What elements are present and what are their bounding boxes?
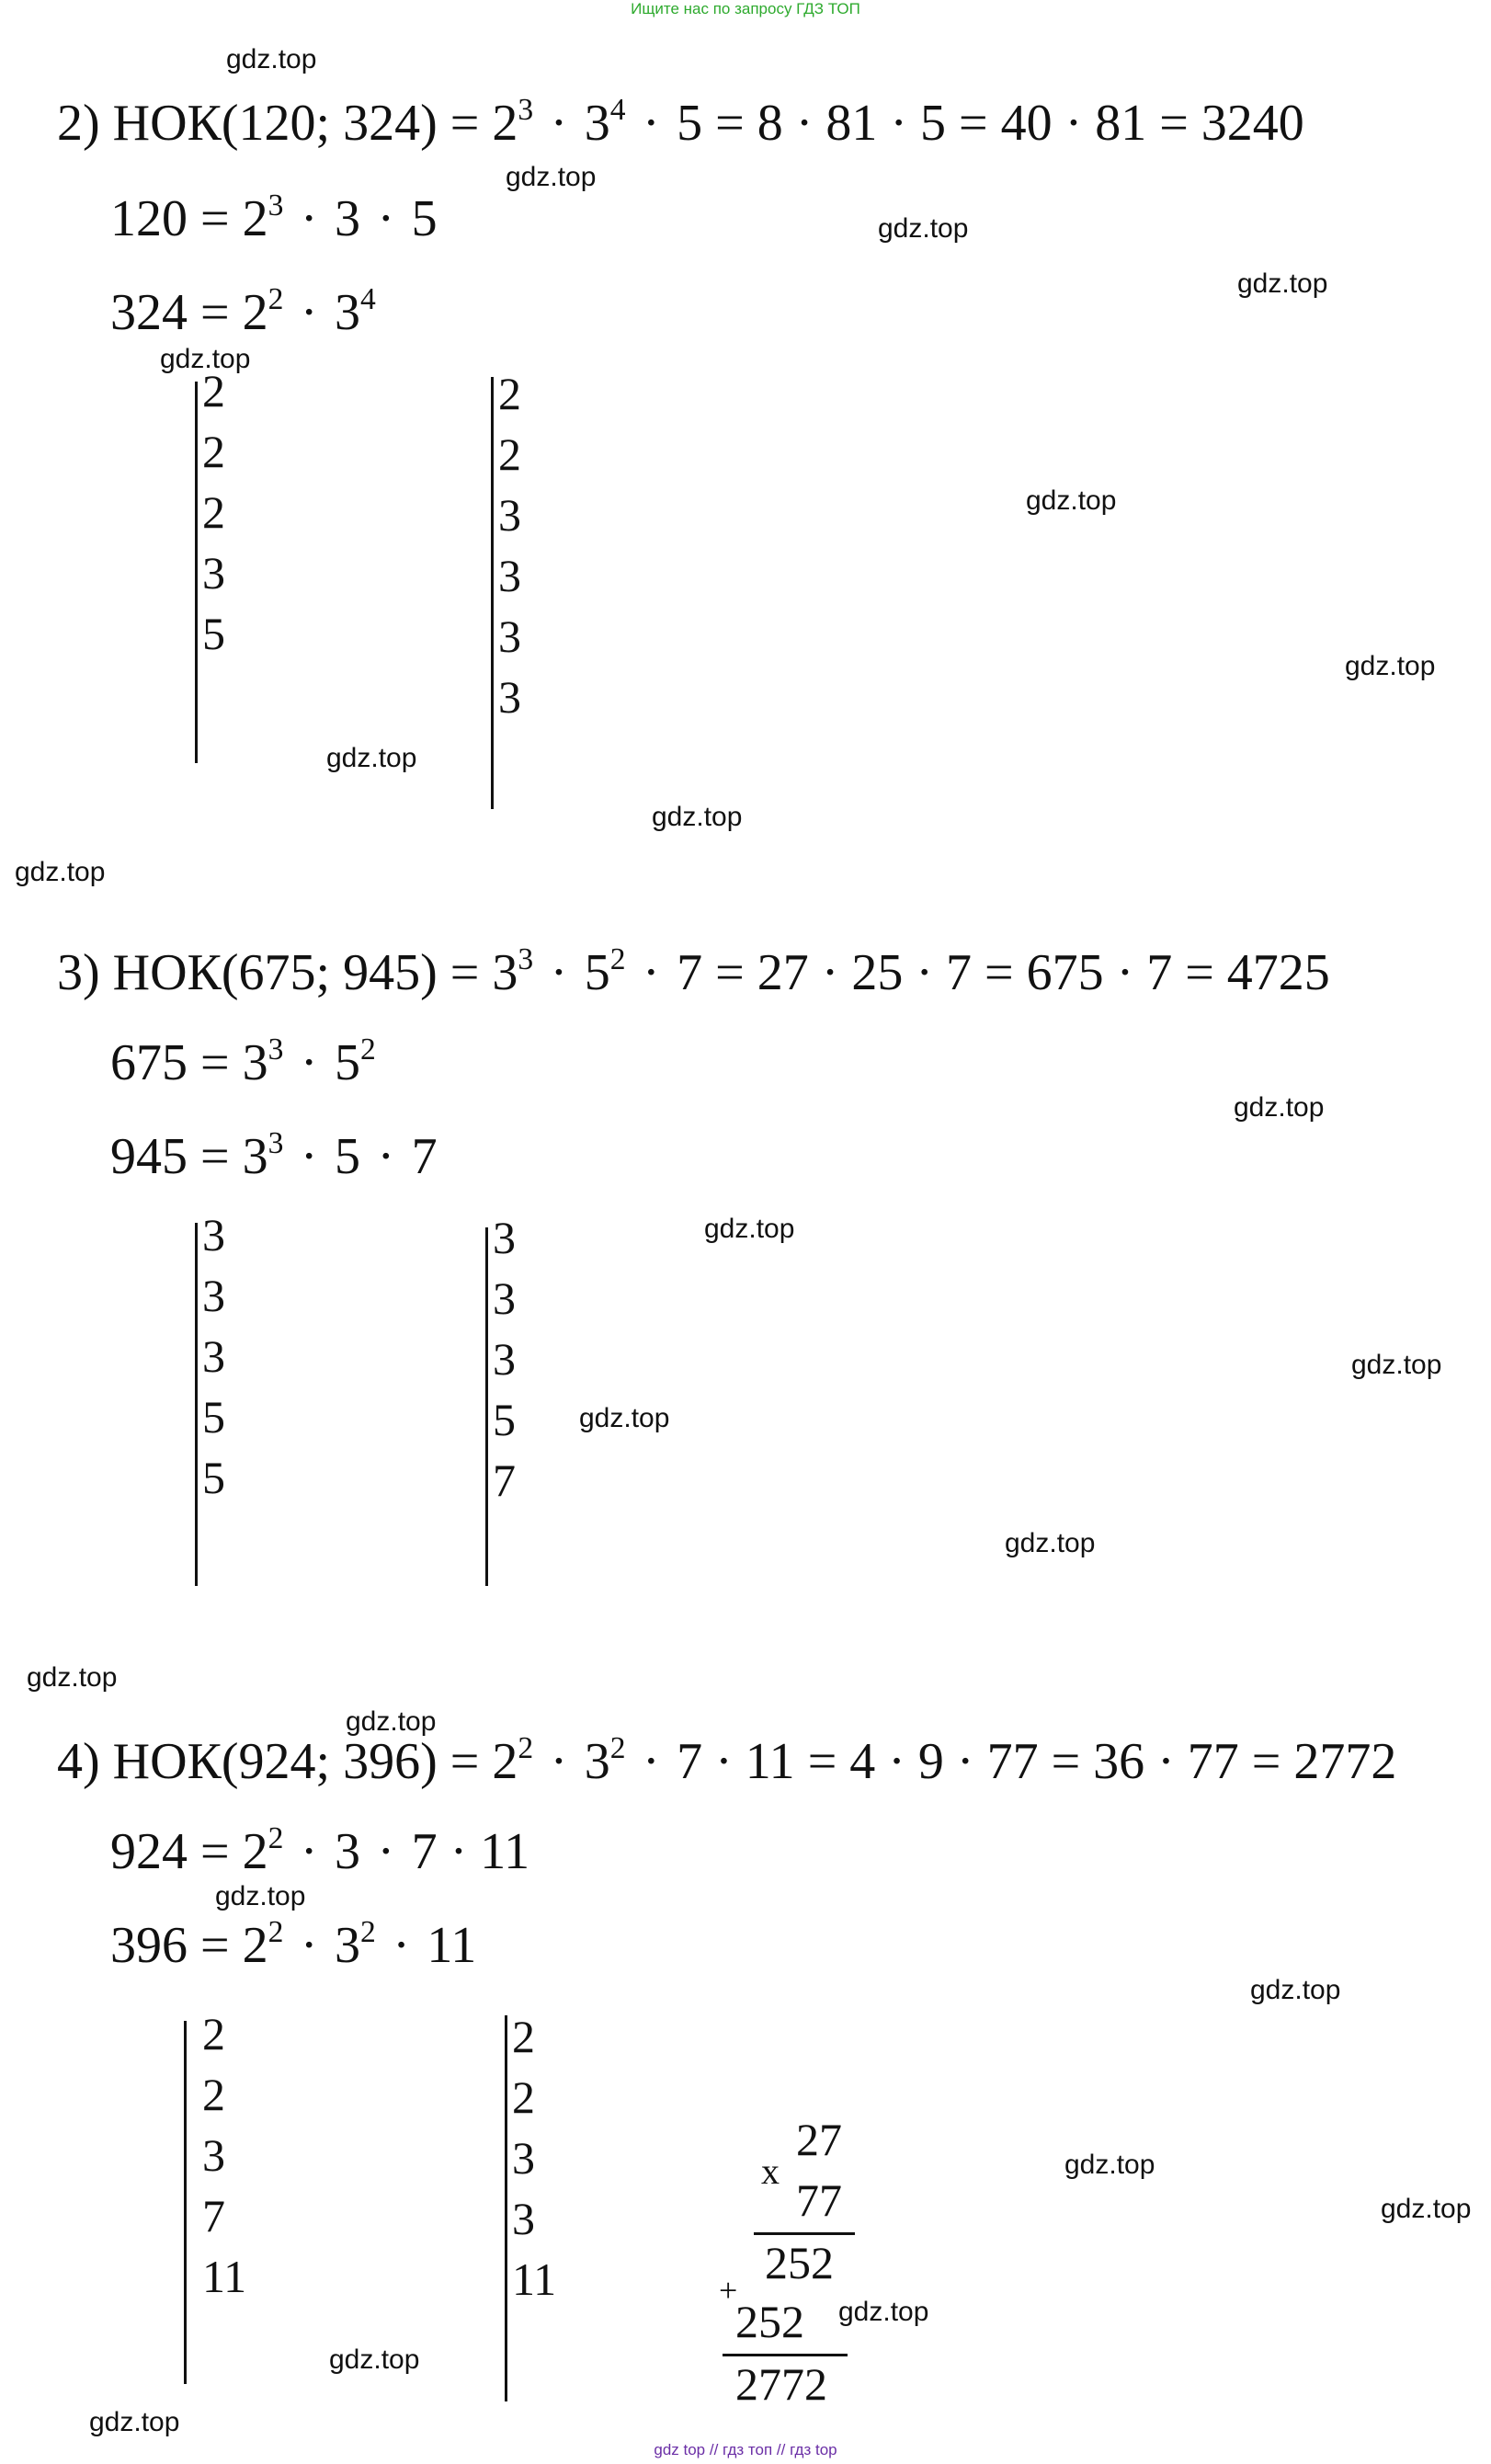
factorization-396: $396 = 2^2 \cdot 3^2 \cdot 11$ bbox=[110, 1915, 477, 1974]
watermark: gdz.top bbox=[346, 1706, 437, 1737]
watermark: gdz.top bbox=[326, 743, 417, 773]
multiplicand: 27 bbox=[796, 2114, 842, 2165]
ladder-divider-line bbox=[195, 1223, 198, 1586]
mult-rule-1 bbox=[754, 2232, 855, 2235]
mult-result: 2772 bbox=[735, 2358, 827, 2410]
watermark: gdz.top bbox=[89, 2407, 180, 2437]
multiply-sign: x bbox=[761, 2150, 780, 2192]
ladder-divisor: 7 bbox=[493, 1454, 516, 1506]
watermark: gdz.top bbox=[329, 2344, 420, 2375]
ladder-divisor: 2 bbox=[512, 2011, 535, 2062]
ladder-divisor: 3 bbox=[512, 2193, 535, 2244]
ladder-divisor: 3 bbox=[498, 550, 521, 601]
watermark: gdz.top bbox=[579, 1403, 670, 1433]
factorization-120: $120 = 2^3 \cdot 3 \cdot 5$ bbox=[110, 188, 438, 247]
ladder-divisor: 11 bbox=[512, 2253, 557, 2305]
multiplier: 77 bbox=[796, 2174, 842, 2226]
watermark: gdz.top bbox=[1234, 1092, 1325, 1123]
watermark: gdz.top bbox=[1026, 485, 1117, 516]
ladder-divider-line bbox=[184, 2021, 187, 2384]
watermark: gdz.top bbox=[160, 344, 251, 374]
watermark: gdz.top bbox=[1064, 2150, 1155, 2180]
ladder-divisor: 3 bbox=[202, 547, 225, 599]
lcm-equation-4: 4) НОК(924; $396) = 2^2 \cdot 3^2 \cdot 7 \cdot 11 = 4 \cdot 9 \cdot 77 = 36 \cdot 77 = 2772$ bbox=[57, 1731, 1397, 1790]
ladder-divisor: 2 bbox=[498, 428, 521, 480]
watermark: gdz.top bbox=[215, 1881, 306, 1911]
watermark: gdz.top bbox=[506, 162, 597, 192]
watermark: gdz.top bbox=[704, 1214, 795, 1244]
ladder-divisor: 7 bbox=[202, 2190, 225, 2242]
watermark: gdz.top bbox=[15, 857, 106, 887]
ladder-divisor: 5 bbox=[493, 1394, 516, 1445]
watermark: gdz.top bbox=[652, 802, 743, 832]
ladder-divisor: 2 bbox=[202, 2008, 225, 2059]
ladder-divider-line bbox=[485, 1227, 488, 1586]
ladder-divisor: 3 bbox=[493, 1212, 516, 1263]
ladder-divisor: 3 bbox=[498, 489, 521, 541]
watermark: gdz.top bbox=[27, 1662, 118, 1693]
plus-sign: + bbox=[719, 2272, 738, 2309]
watermark: gdz.top bbox=[1005, 1528, 1096, 1558]
ladder-divisor: 3 bbox=[202, 1270, 225, 1321]
lcm-equation-3: 3) НОК(675; $945) = 3^3 \cdot 5^2 \cdot 7 = 27 \cdot 25 \cdot 7 = 675 \cdot 7 = 4725$ bbox=[57, 942, 1330, 1001]
watermark: gdz.top bbox=[1381, 2194, 1472, 2224]
mult-rule-2 bbox=[723, 2354, 848, 2356]
watermark: gdz.top bbox=[838, 2297, 929, 2327]
ladder-divisor: 3 bbox=[202, 1330, 225, 1382]
watermark: gdz.top bbox=[1250, 1975, 1341, 2005]
ladder-divider-line bbox=[505, 2015, 507, 2401]
watermark: gdz.top bbox=[878, 213, 969, 244]
factorization-675: $675 = 3^3 \cdot 5^2$ bbox=[110, 1032, 376, 1091]
watermark: gdz.top bbox=[226, 44, 317, 74]
ladder-divisor: 2 bbox=[202, 365, 225, 416]
watermark: gdz.top bbox=[1351, 1350, 1442, 1380]
footer-banner: gdz top // гдз топ // гдз top bbox=[654, 2441, 837, 2458]
ladder-divider-line bbox=[491, 377, 494, 809]
ladder-divisor: 3 bbox=[493, 1333, 516, 1385]
ladder-divisor: 11 bbox=[202, 2251, 247, 2302]
ladder-divisor: 3 bbox=[498, 671, 521, 723]
ladder-divisor: 5 bbox=[202, 1391, 225, 1443]
ladder-divisor: 2 bbox=[512, 2071, 535, 2123]
ladder-divisor: 3 bbox=[498, 610, 521, 662]
ladder-divisor: 3 bbox=[493, 1272, 516, 1324]
ladder-divisor: 2 bbox=[498, 368, 521, 419]
factorization-324: $324 = 2^2 \cdot 3^4$ bbox=[110, 282, 376, 341]
ladder-divisor: 2 bbox=[202, 426, 225, 477]
factorization-924: $924 = 2^2 \cdot 3 \cdot 7 \cdot 11$ bbox=[110, 1821, 530, 1880]
ladder-divisor: 2 bbox=[202, 2069, 225, 2120]
ladder-divisor: 3 bbox=[202, 1209, 225, 1261]
partial-product-2: 252 bbox=[735, 2296, 804, 2347]
ladder-divisor: 3 bbox=[512, 2132, 535, 2184]
ladder-divider-line bbox=[195, 382, 198, 763]
header-banner: Ищите нас по запросу ГДЗ ТОП bbox=[631, 0, 860, 17]
ladder-divisor: 2 bbox=[202, 486, 225, 538]
watermark: gdz.top bbox=[1237, 268, 1328, 299]
lcm-equation-2: 2) НОК(120; $324) = 2^3 \cdot 3^4 \cdot 5 = 8 \cdot 81 \cdot 5 = 40 \cdot 81 = 3240$ bbox=[57, 93, 1304, 152]
ladder-divisor: 3 bbox=[202, 2129, 225, 2181]
factorization-945: $945 = 3^3 \cdot 5 \cdot 7$ bbox=[110, 1126, 438, 1185]
ladder-divisor: 5 bbox=[202, 1452, 225, 1503]
ladder-divisor: 5 bbox=[202, 608, 225, 659]
partial-product-1: 252 bbox=[765, 2237, 834, 2288]
watermark: gdz.top bbox=[1345, 651, 1436, 681]
